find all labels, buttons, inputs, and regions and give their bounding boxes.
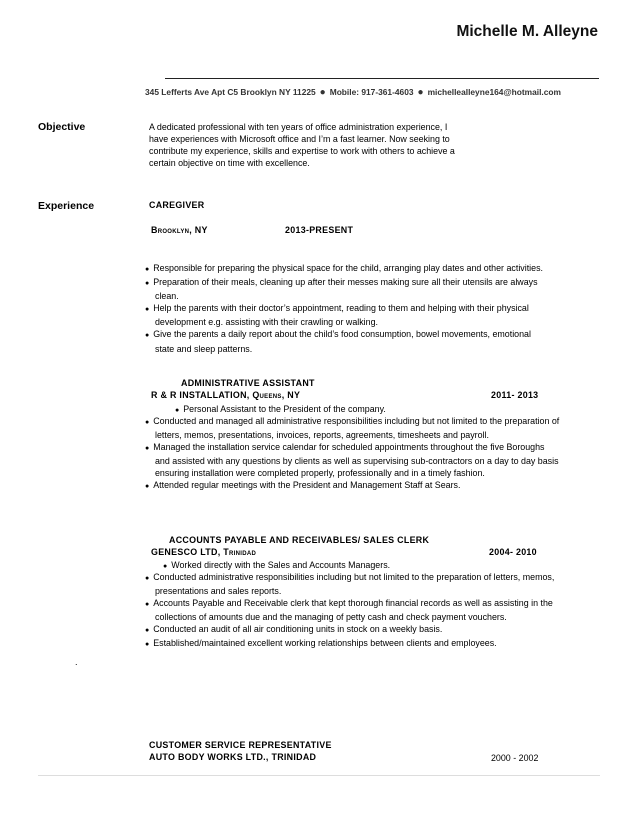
job-title: CUSTOMER SERVICE REPRESENTATIVE xyxy=(149,740,332,750)
list-item: ● Preparation of their meals, cleaning up after their messes making sure all their utensils are always clean. xyxy=(145,276,550,302)
job-bullets xyxy=(145,262,550,355)
job-location: Brooklyn, NY xyxy=(151,225,208,235)
job-company: GENESCO LTD, xyxy=(151,547,221,557)
job-company-line xyxy=(151,547,256,557)
separator-dot: ● xyxy=(417,87,424,98)
contact-line xyxy=(145,87,561,98)
list-item: ● Established/maintained excellent working relationships between clients and employees. xyxy=(145,637,570,651)
job-company: AUTO BODY WORKS LTD., TRINIDAD xyxy=(149,752,317,762)
experience-label: Experience xyxy=(38,200,95,212)
objective-line: contribute my experience, skills and expertise to work with others to achieve a xyxy=(149,146,455,157)
list-item: ● Conducted an audit of all air conditioning units in stock on a weekly basis. xyxy=(145,623,570,637)
list-item: ● Personal Assistant to the President of the company. xyxy=(175,403,555,417)
job-bullets xyxy=(145,571,570,652)
mobile: Mobile: 917-361-4603 xyxy=(329,87,414,97)
objective-line: have experiences with Microsoft office and I’m a fast learner. Now seeking to xyxy=(149,134,450,145)
list-item: ● Worked directly with the Sales and Accounts Managers. xyxy=(163,559,543,573)
separator-dot: ● xyxy=(319,87,326,98)
list-item: ● Conducted and managed all administrative responsibilities including but not limited to the preparation of letters, memos, presentations, invoices, reports, agreements, timesheets and payroll. xyxy=(145,415,560,441)
list-item: ● Attended regular meetings with the President and Management Staff at Sears. xyxy=(145,479,560,493)
stray-mark: . xyxy=(75,657,78,667)
list-item: ● Accounts Payable and Receivable clerk that kept thorough financial records as well as assisting in the collections of amounts due and the managing of petty cash and check payment vouchers. xyxy=(145,597,570,623)
job-bullets xyxy=(145,415,560,494)
job-dates: 2011- 2013 xyxy=(491,390,539,400)
job-dates: 2013-PRESENT xyxy=(285,225,354,235)
job-company: R & R INSTALLATION, xyxy=(151,390,250,400)
objective-line: certain objective on time with excellence. xyxy=(149,158,310,169)
list-item: ● Responsible for preparing the physical space for the child, arranging play dates and other activities. xyxy=(145,262,550,276)
resume-name: Michelle M. Alleyne xyxy=(456,23,598,40)
job-title: CAREGIVER xyxy=(149,200,205,210)
email-link[interactable]: michellealleyne164@hotmail.com xyxy=(427,87,561,97)
objective-text xyxy=(149,121,455,169)
objective-label: Objective xyxy=(38,121,86,133)
list-item: ● Help the parents with their doctor’s appointment, reading to them and helping with their physical development e.g. assisting with their crawling or walking. xyxy=(145,302,550,328)
address: 345 Lefferts Ave Apt C5 Brooklyn NY 11225 xyxy=(145,87,316,97)
job-title: ADMINISTRATIVE ASSISTANT xyxy=(181,378,315,388)
job-dates: 2004- 2010 xyxy=(489,547,537,557)
job-title: ACCOUNTS PAYABLE AND RECEIVABLES/ SALES CLERK xyxy=(169,535,430,545)
job-location: Queens, NY xyxy=(252,390,301,400)
list-item: ● Managed the installation service calendar for scheduled appointments throughout the five Boroughs and assisted with any questions by clients as well as supervising sub-contractors on a day to day basis ensuring installation were completed properly, professionally and in a timely fashion. xyxy=(145,441,560,479)
job-location: Trinidad xyxy=(223,547,257,557)
page-divider xyxy=(38,775,600,776)
list-item: ● Conducted administrative responsibilities including but not limited to the preparation of letters, memos, presentations and sales reports. xyxy=(145,571,570,597)
job-company-line xyxy=(151,390,300,400)
header-divider xyxy=(165,78,599,79)
job-dates: 2000 - 2002 xyxy=(491,753,539,763)
list-item: ● Give the parents a daily report about the child’s food consumption, bowel movements, emotional state and sleep patterns. xyxy=(145,328,550,354)
objective-line: A dedicated professional with ten years of office administration experience, I xyxy=(149,122,448,132)
